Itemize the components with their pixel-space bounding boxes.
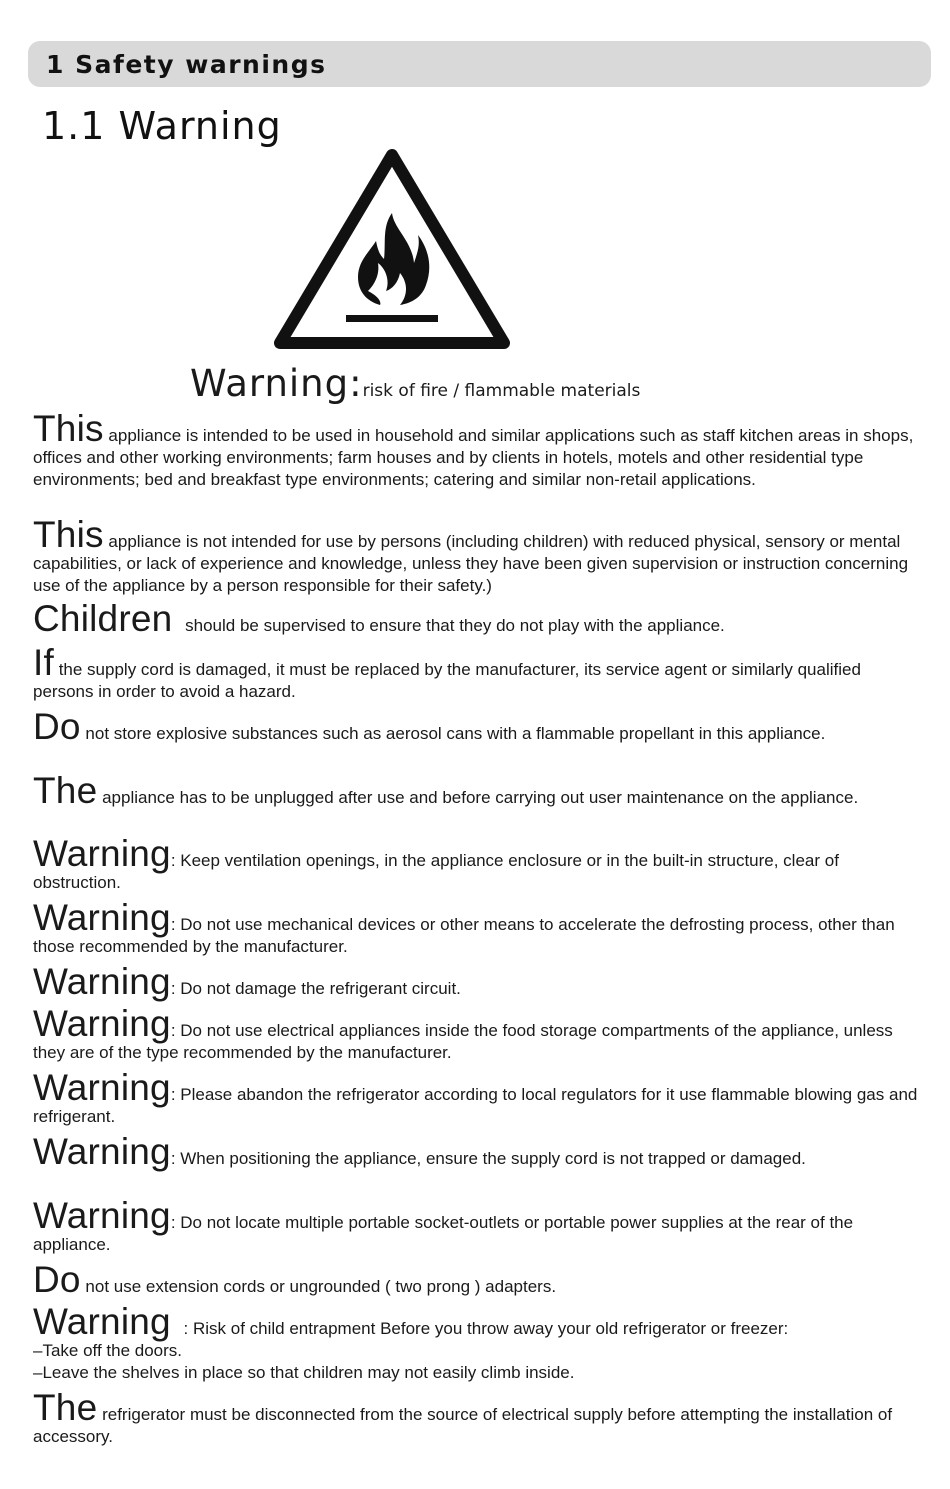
paragraph-lead: Warning: [33, 833, 171, 874]
paragraph-text: refrigerator must be disconnected from the source of electrical supply before attempting the installation of accessory.: [33, 1405, 893, 1446]
paragraph-text: : Keep ventilation openings, in the appliance enclosure or in the built-in structure, clear of obstruction.: [33, 851, 839, 892]
paragraph-lead: Children: [33, 598, 173, 639]
paragraph-text: should be supervised to ensure that they do not play with the appliance.: [185, 616, 725, 635]
paragraph-text: : Please abandon the refrigerator according to local regulators for it use flammable blowing gas and refrigerant.: [33, 1085, 918, 1126]
warning-paragraph: [33, 1195, 918, 1256]
caption-warning-label: Warning:: [190, 362, 363, 405]
warning-paragraph: [33, 598, 918, 639]
caption-warning-text: risk of fire / flammable materials: [362, 381, 641, 401]
warning-paragraph: [33, 1387, 918, 1448]
paragraph-text: not store explosive substances such as aerosol cans with a flammable propellant in this appliance.: [80, 724, 826, 743]
paragraph-text: : Do not damage the refrigerant circuit.: [170, 979, 461, 998]
paragraph-lead: Warning: [33, 1195, 171, 1236]
paragraph-text: not use extension cords or ungrounded ( two prong ) adapters.: [80, 1277, 557, 1296]
paragraph-text: the supply cord is damaged, it must be replaced by the manufacturer, its service agent or similarly qualified persons in order to avoid a hazard.: [33, 660, 861, 701]
paragraph-lead: If: [33, 642, 54, 683]
flammable-warning-icon: [272, 145, 512, 355]
warning-paragraph: [33, 897, 918, 958]
paragraph-text: : Do not locate multiple portable socket-outlets or portable power supplies at the rear of the appliance.: [33, 1213, 854, 1254]
paragraph-lead: The: [33, 770, 98, 811]
warning-paragraph: [33, 833, 918, 894]
paragraph-lead: Warning: [33, 1003, 171, 1044]
paragraph-text: appliance has to be unplugged after use and before carrying out user maintenance on the appliance.: [97, 788, 859, 807]
paragraph-lead: This: [33, 408, 104, 449]
paragraph-lead: Warning: [33, 1301, 171, 1342]
paragraph-lead: Warning: [33, 1131, 171, 1172]
section-header-bar: [28, 41, 931, 87]
paragraph-text: : Do not use electrical appliances inside the food storage compartments of the appliance, unless they are of the type recommended by the manufacturer.: [33, 1021, 893, 1062]
warning-paragraph: [33, 514, 918, 597]
paragraph-lead: Do: [33, 706, 81, 747]
paragraph-text: appliance is not intended for use by persons (including children) with reduced physical, sensory or mental capabilities, or lack of experience and knowledge, unless they have been given supervision or instruction concerning use of the appliance by a person responsible for their safety.): [33, 532, 909, 595]
section-header-title: 1 Safety warnings: [46, 50, 327, 79]
paragraph-lead: Warning: [33, 1067, 171, 1108]
warning-paragraph: [33, 770, 918, 811]
warning-paragraph: [33, 408, 918, 491]
paragraph-text: appliance is intended to be used in household and similar applications such as staff kitchen areas in shops, offices and other working environments; farm houses and by clients in hotels, motels and other residential type environments; bed and breakfast type environments; catering and similar non-retail applications.: [33, 426, 914, 489]
warning-paragraph: [33, 706, 918, 747]
warning-paragraph: [33, 1003, 918, 1064]
paragraph-lead: Warning: [33, 961, 171, 1002]
warning-caption: [190, 362, 640, 405]
paragraph-text: : When positioning the appliance, ensure the supply cord is not trapped or damaged.: [170, 1149, 806, 1168]
paragraph-lead: Warning: [33, 897, 171, 938]
warning-paragraph: [33, 961, 918, 1002]
paragraph-line: –Take off the doors.: [33, 1341, 183, 1360]
warning-paragraph: [33, 642, 918, 703]
warning-paragraph: [33, 1131, 918, 1172]
paragraph-lead: This: [33, 514, 104, 555]
paragraph-text: : Do not use mechanical devices or other means to accelerate the defrosting process, other than those recommended by the manufacturer.: [33, 915, 895, 956]
subsection-title: 1.1 Warning: [42, 104, 282, 148]
warning-paragraph: [33, 1259, 918, 1300]
warning-paragraph: [33, 1067, 918, 1128]
paragraph-text: : Risk of child entrapment Before you throw away your old refrigerator or freezer:: [183, 1319, 789, 1338]
warning-paragraph: [33, 1301, 918, 1384]
paragraph-lead: Do: [33, 1259, 81, 1300]
paragraph-line: –Leave the shelves in place so that children may not easily climb inside.: [33, 1363, 575, 1382]
paragraph-lead: The: [33, 1387, 98, 1428]
